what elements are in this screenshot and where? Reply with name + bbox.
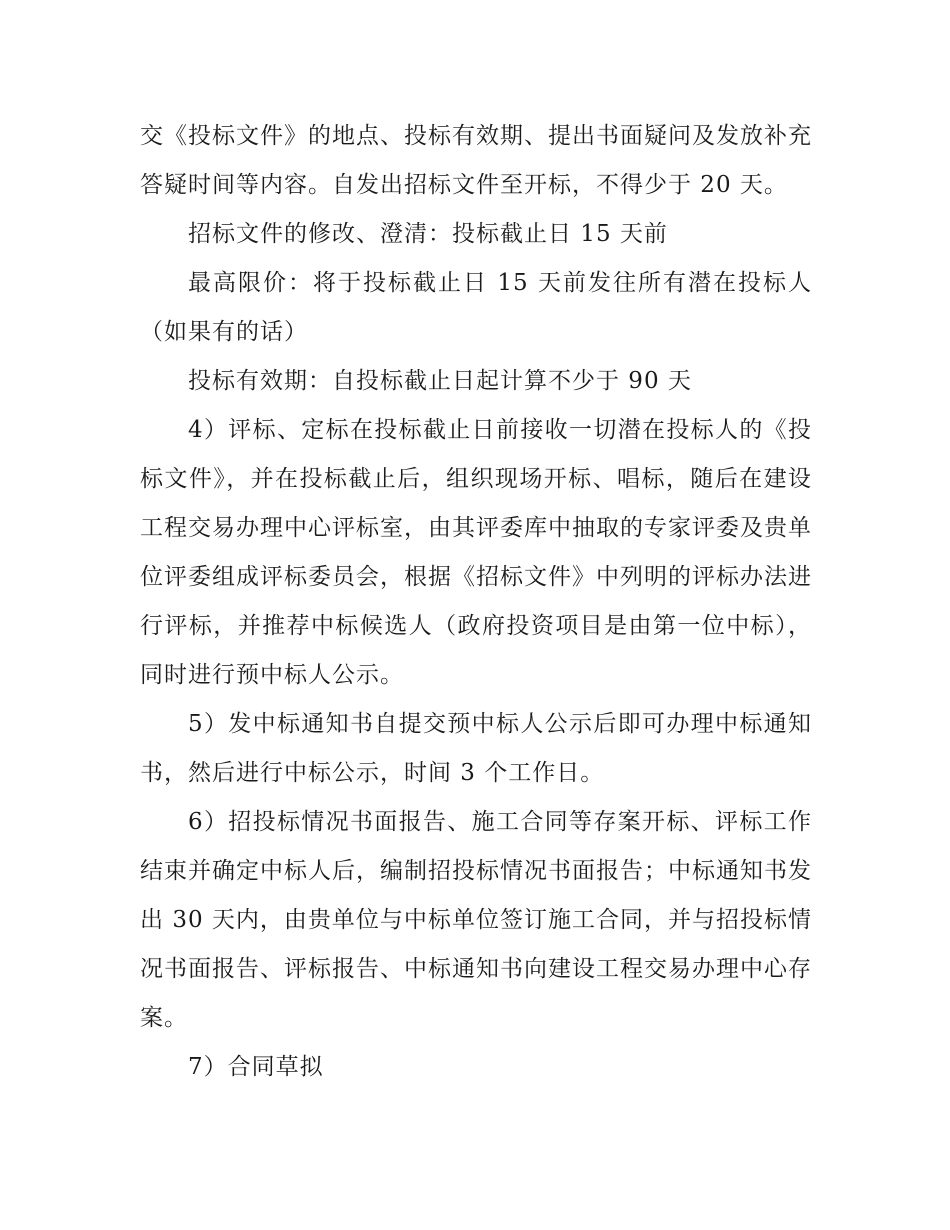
- paragraph-bid-validity: 投标有效期：自投标截止日起计算不少于 90 天: [188, 368, 692, 394]
- paragraph-step-7-contract-draft: 7）合同草拟: [188, 1054, 324, 1080]
- paragraph-bid-submission-continued: 交《投标文件》的地点、投标有效期、提出书面疑问及发放补充答疑时间等内容。自发出招标文件至开标，不得少于 20 天。: [140, 123, 812, 198]
- paragraph-step-6-report-contract: 6）招投标情况书面报告、施工合同等存案开标、评标工作结束并确定中标人后，编制招投标情况书面报告；中标通知书发出 30 天内，由贵单位与中标单位签订施工合同，并与招投标情况书面报告、评标报告、中标通知书向建设工程交易办理中心存案。: [140, 809, 812, 1031]
- paragraph-step-5-award-notice: 5）发中标通知书自提交预中标人公示后即可办理中标通知书，然后进行中标公示，时间 3 个工作日。: [140, 711, 812, 786]
- paragraph-tender-amendment: 招标文件的修改、澄清：投标截止日 15 天前: [188, 221, 668, 247]
- paragraph-maximum-price: 最高限价：将于投标截止日 15 天前发往所有潜在投标人（如果有的话）: [140, 270, 812, 345]
- paragraph-step-4-evaluation: 4）评标、定标在投标截止日前接收一切潜在投标人的《投标文件》，并在投标截止后，组织现场开标、唱标，随后在建设工程交易办理中心评标室，由其评委库中抽取的专家评委及贵单位评委组成评标委员会，根据《招标文件》中列明的评标办法进行评标，并推荐中标候选人（政府投资项目是由第一位中标），同时进行预中标人公示。: [140, 417, 812, 688]
- document-page: [140, 112, 812, 1092]
